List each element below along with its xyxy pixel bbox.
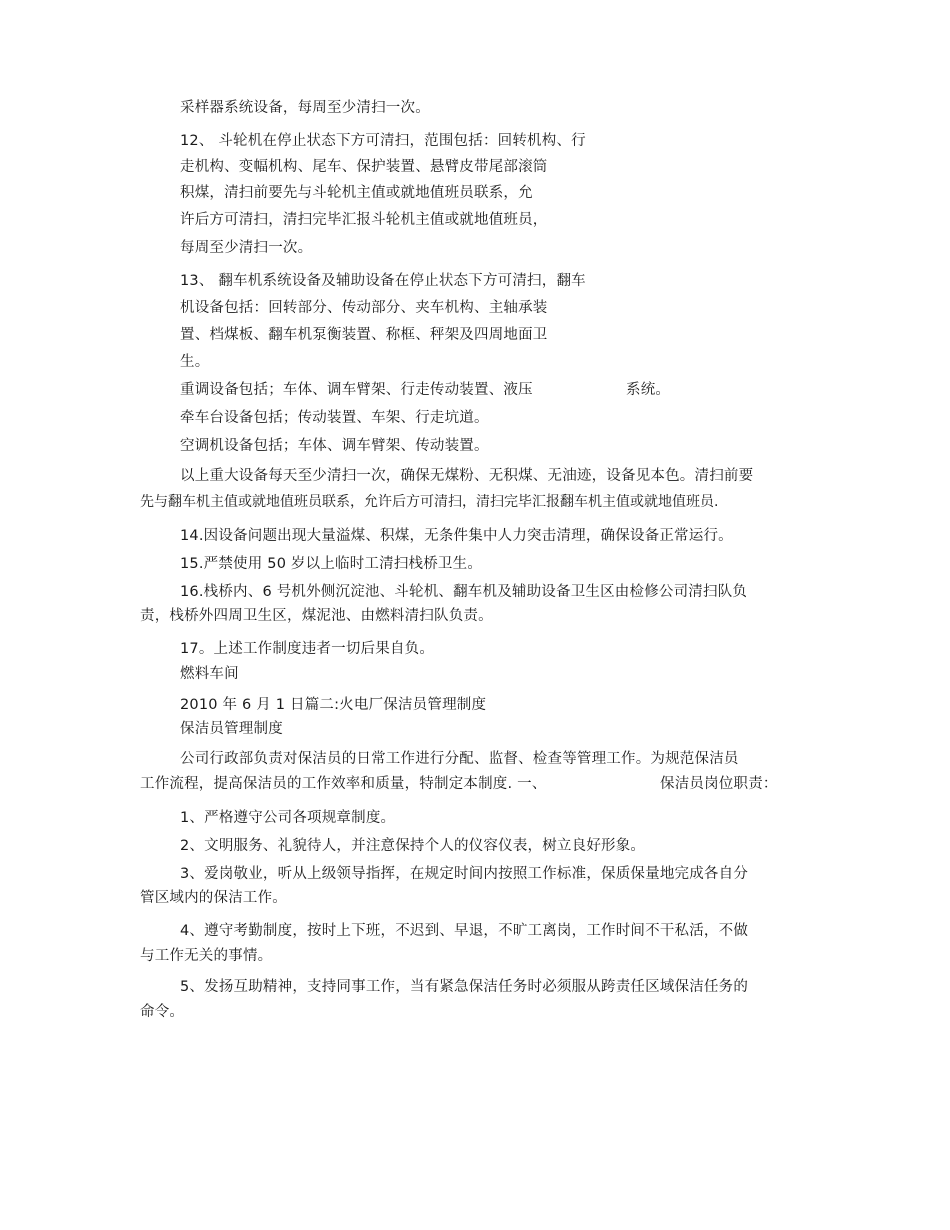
text-line: 管区域内的保洁工作。	[140, 890, 287, 906]
text-line: 12、 斗轮机在停止状态下方可清扫，范围包括：回转机构、行	[180, 133, 586, 149]
text-line: 机设备包括：回转部分、传动部分、夹车机构、主轴承装	[180, 300, 548, 316]
text-line: 燃料车间	[180, 666, 239, 682]
text-line: 责，栈桥外四周卫生区，煤泥池、由燃料清扫队负责。	[140, 608, 493, 624]
text-line: 置、档煤板、翻车机泵衡装置、称框、秤架及四周地面卫	[180, 327, 548, 343]
text-line: 每周至少清扫一次。	[180, 240, 313, 256]
text-line: 生。	[180, 354, 210, 370]
text-line: 重调设备包括；车体、调车臂架、行走传动装置、液压	[180, 382, 533, 398]
text-line: 2、文明服务、礼貌待人，并注意保持个人的仪容仪表，树立良好形象。	[180, 838, 646, 854]
text-line: 15.严禁使用 50 岁以上临时工清扫栈桥卫生。	[180, 556, 483, 572]
text-line: 系统。	[626, 382, 671, 398]
text-line: 命令。	[140, 1004, 185, 1020]
text-line: 与工作无关的事情。	[140, 948, 273, 964]
text-line: 先与翻车机主值或就地值班员联系，允许后方可清扫，清扫完毕汇报翻车机主值或就地值班员.	[140, 494, 719, 510]
text-line: 工作流程，提高保洁员的工作效率和质量，特制定本制度. 一、	[140, 776, 547, 792]
text-line: 1、严格遵守公司各项规章制度。	[180, 810, 396, 826]
text-line: 5、发扬互助精神，支持同事工作，当有紧急保洁任务时必须服从跨责任区域保洁任务的	[180, 979, 749, 995]
text-line: 3、爱岗敬业，听从上级领导指挥，在规定时间内按照工作标准，保质保量地完成各自分	[180, 866, 749, 882]
text-line: 14.因设备问题出现大量溢煤、积煤，无条件集中人力突击清理，确保设备正常运行。	[180, 528, 733, 544]
text-line: 空调机设备包括；车体、调车臂架、传动装置。	[180, 438, 489, 454]
text-line: 17。上述工作制度违者一切后果自负。	[180, 641, 435, 657]
text-line: 以上重大设备每天至少清扫一次，确保无煤粉、无积煤、无油迹，设备见本色。清扫前要	[180, 468, 754, 484]
text-line: 2010 年 6 月 1 日篇二:火电厂保洁员管理制度	[180, 697, 487, 713]
text-line: 许后方可清扫，清扫完毕汇报斗轮机主值或就地值班员，	[180, 212, 548, 228]
text-line: 采样器系统设备，每周至少清扫一次。	[180, 100, 430, 116]
text-line: 公司行政部负责对保洁员的日常工作进行分配、监督、检查等管理工作。为规范保洁员	[180, 751, 739, 767]
text-line: 13、 翻车机系统设备及辅助设备在停止状态下方可清扫，翻车	[180, 273, 586, 289]
text-line: 保洁员岗位职责：	[660, 776, 778, 792]
text-line: 走机构、变幅机构、尾车、保护装置、悬臂皮带尾部滚筒	[180, 159, 548, 175]
text-line: 积煤，清扫前要先与斗轮机主值或就地值班员联系，允	[180, 185, 533, 201]
text-line: 16.栈桥内、6 号机外侧沉淀池、斗轮机、翻车机及辅助设备卫生区由检修公司清扫队负	[180, 584, 748, 600]
text-line: 4、遵守考勤制度，按时上下班，不迟到、早退，不旷工离岗，工作时间不干私活，不做	[180, 923, 749, 939]
text-line: 保洁员管理制度	[180, 721, 283, 737]
text-line: 牵车台设备包括；传动装置、车架、行走坑道。	[180, 410, 489, 426]
